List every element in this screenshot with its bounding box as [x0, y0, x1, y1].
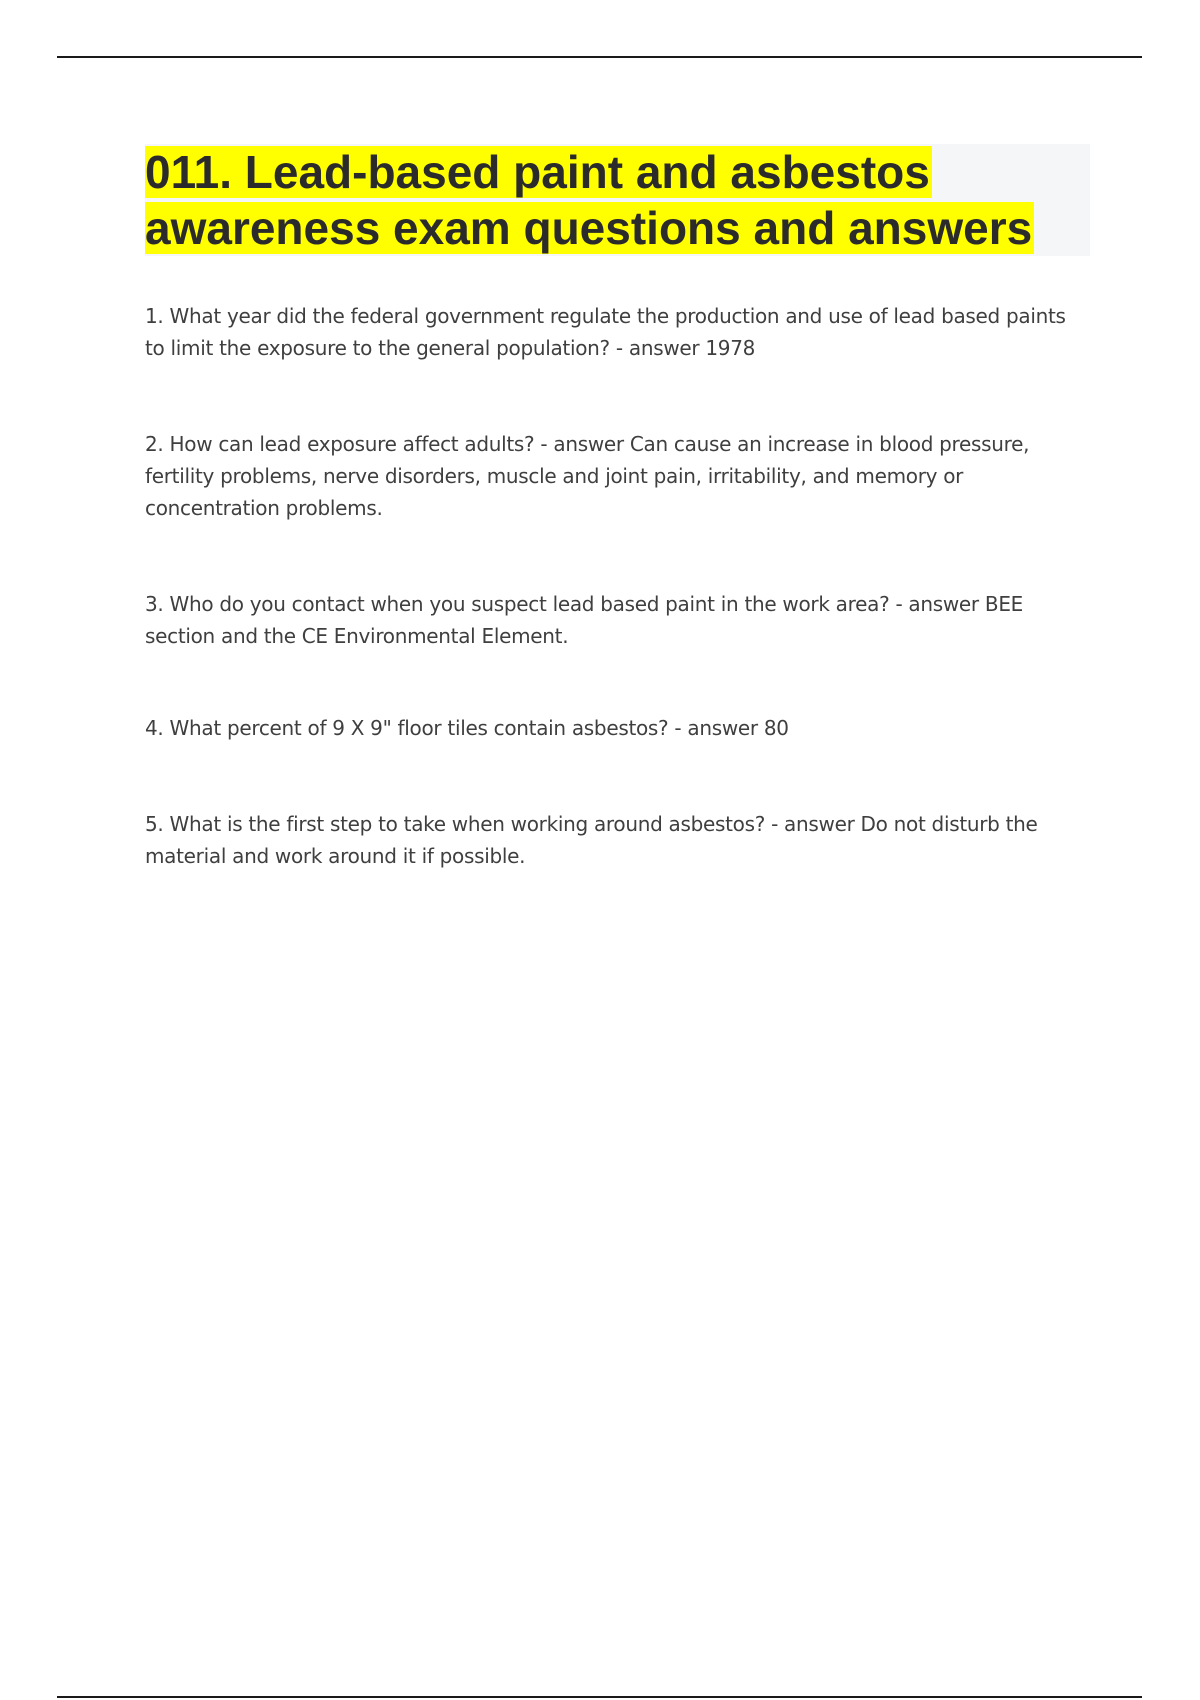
qa-item-3: 3. Who do you contact when you suspect lead based paint in the work area? - answer BEE section and the CE Environmental Element.: [145, 592, 1024, 648]
qa-item-5: 5. What is the first step to take when working around asbestos? - answer Do not disturb the material and work around it if possible.: [145, 812, 1038, 868]
qa-item-1: 1. What year did the federal government regulate the production and use of lead based paints to limit the exposure to the general population? - answer 1978: [145, 304, 1066, 360]
document-body: [145, 144, 1090, 872]
title-highlight: 011. Lead-based paint and asbestos awareness exam questions and answers: [145, 146, 1033, 254]
title-block: [145, 144, 1090, 256]
header-rule: [57, 56, 1142, 58]
qa-item-2: 2. How can lead exposure affect adults? - answer Can cause an increase in blood pressure, fertility problems, nerve disorders, muscle and joint pain, irritability, and memory or concentration problems.: [145, 432, 1030, 520]
document-title: [145, 144, 1090, 256]
qa-item-4: 4. What percent of 9 X 9" floor tiles contain asbestos? - answer 80: [145, 716, 789, 740]
footer-rule: [57, 1696, 1142, 1698]
qa-list: [145, 300, 1090, 872]
